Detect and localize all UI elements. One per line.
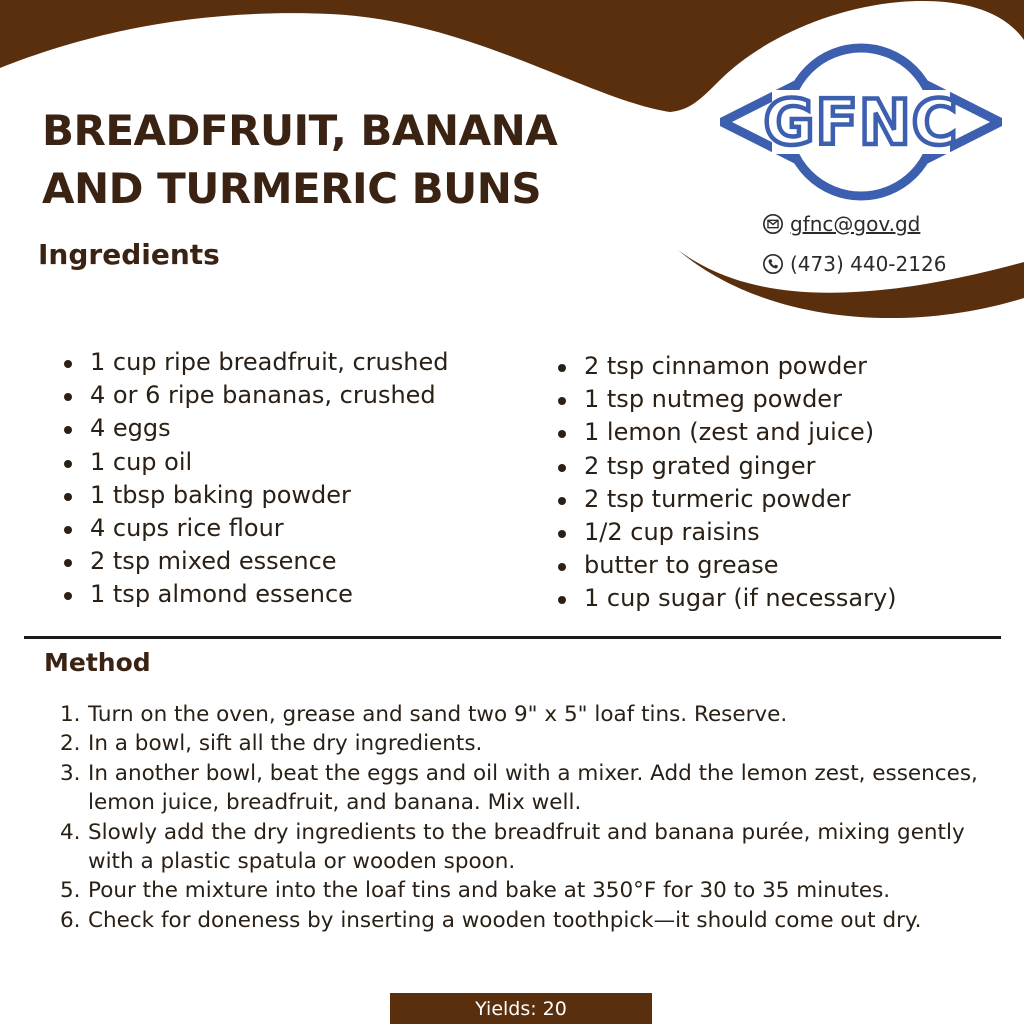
step-text: Slowly add the dry ingredients to the breadfruit and banana purée, mixing gently with a plastic spatula or wooden spoon. [88, 819, 965, 875]
ingredients-list-right [556, 350, 897, 616]
list-item: 2 tsp grated ginger [556, 450, 897, 483]
step-number: 1. [60, 702, 81, 727]
list-item: butter to grease [556, 549, 897, 582]
method-step [60, 876, 1010, 905]
step-number: 4. [60, 819, 81, 845]
email-link[interactable]: gfnc@gov.gd [790, 212, 921, 236]
list-item: 1 lemon (zest and juice) [556, 416, 897, 449]
method-step [60, 906, 1010, 935]
step-text: Pour the mixture into the loaf tins and bake at 350°F for 30 to 35 minutes. [88, 878, 891, 904]
list-item: 1 tbsp baking powder [62, 479, 448, 512]
yields-badge: Yields: 20 [390, 993, 652, 1024]
section-divider [24, 636, 1001, 639]
contact-email[interactable] [762, 212, 920, 236]
phone-number: (473) 440-2126 [790, 252, 947, 276]
method-step [60, 729, 1010, 758]
list-item: 2 tsp mixed essence [62, 545, 448, 578]
method-step [60, 818, 1010, 877]
logo-text: GFNC [763, 86, 959, 159]
ingredients-list-left [62, 346, 448, 612]
step-number: 3. [60, 760, 81, 786]
step-text: In another bowl, beat the eggs and oil with a mixer. Add the lemon zest, essences, lemon juice, breadfruit, and banana. Mix well. [88, 760, 978, 816]
contact-phone [762, 252, 946, 276]
step-text: Turn on the oven, grease and sand two 9" x 5" loaf tins. Reserve. [88, 702, 788, 727]
step-text: In a bowl, sift all the dry ingredients. [88, 731, 483, 757]
recipe-title-line1: BREADFRUIT, BANANA [42, 106, 558, 155]
list-item: 1 cup ripe breadfruit, crushed [62, 346, 448, 379]
recipe-title [42, 102, 557, 218]
list-item: 1 tsp nutmeg powder [556, 383, 897, 416]
list-item: 4 eggs [62, 412, 448, 445]
recipe-title-line2: AND TURMERIC BUNS [42, 164, 542, 213]
list-item: 1/2 cup raisins [556, 516, 897, 549]
method-step [60, 759, 1010, 818]
list-item: 1 cup oil [62, 446, 448, 479]
list-item: 1 tsp almond essence [62, 578, 448, 611]
mail-icon [762, 213, 784, 235]
list-item: 4 cups rice flour [62, 512, 448, 545]
phone-icon [762, 253, 784, 275]
step-text: Check for doneness by inserting a wooden toothpick—it should come out dry. [88, 907, 922, 933]
ingredients-heading: Ingredients [38, 238, 220, 271]
list-item: 4 or 6 ripe bananas, crushed [62, 379, 448, 412]
method-heading: Method [44, 648, 151, 677]
method-step [60, 700, 1010, 729]
method-steps [60, 700, 1010, 935]
gfnc-logo [720, 42, 1002, 202]
list-item: 2 tsp turmeric powder [556, 483, 897, 516]
step-number: 2. [60, 731, 81, 757]
step-number: 5. [60, 878, 81, 904]
step-number: 6. [60, 907, 81, 933]
list-item: 1 cup sugar (if necessary) [556, 582, 897, 615]
list-item: 2 tsp cinnamon powder [556, 350, 897, 383]
